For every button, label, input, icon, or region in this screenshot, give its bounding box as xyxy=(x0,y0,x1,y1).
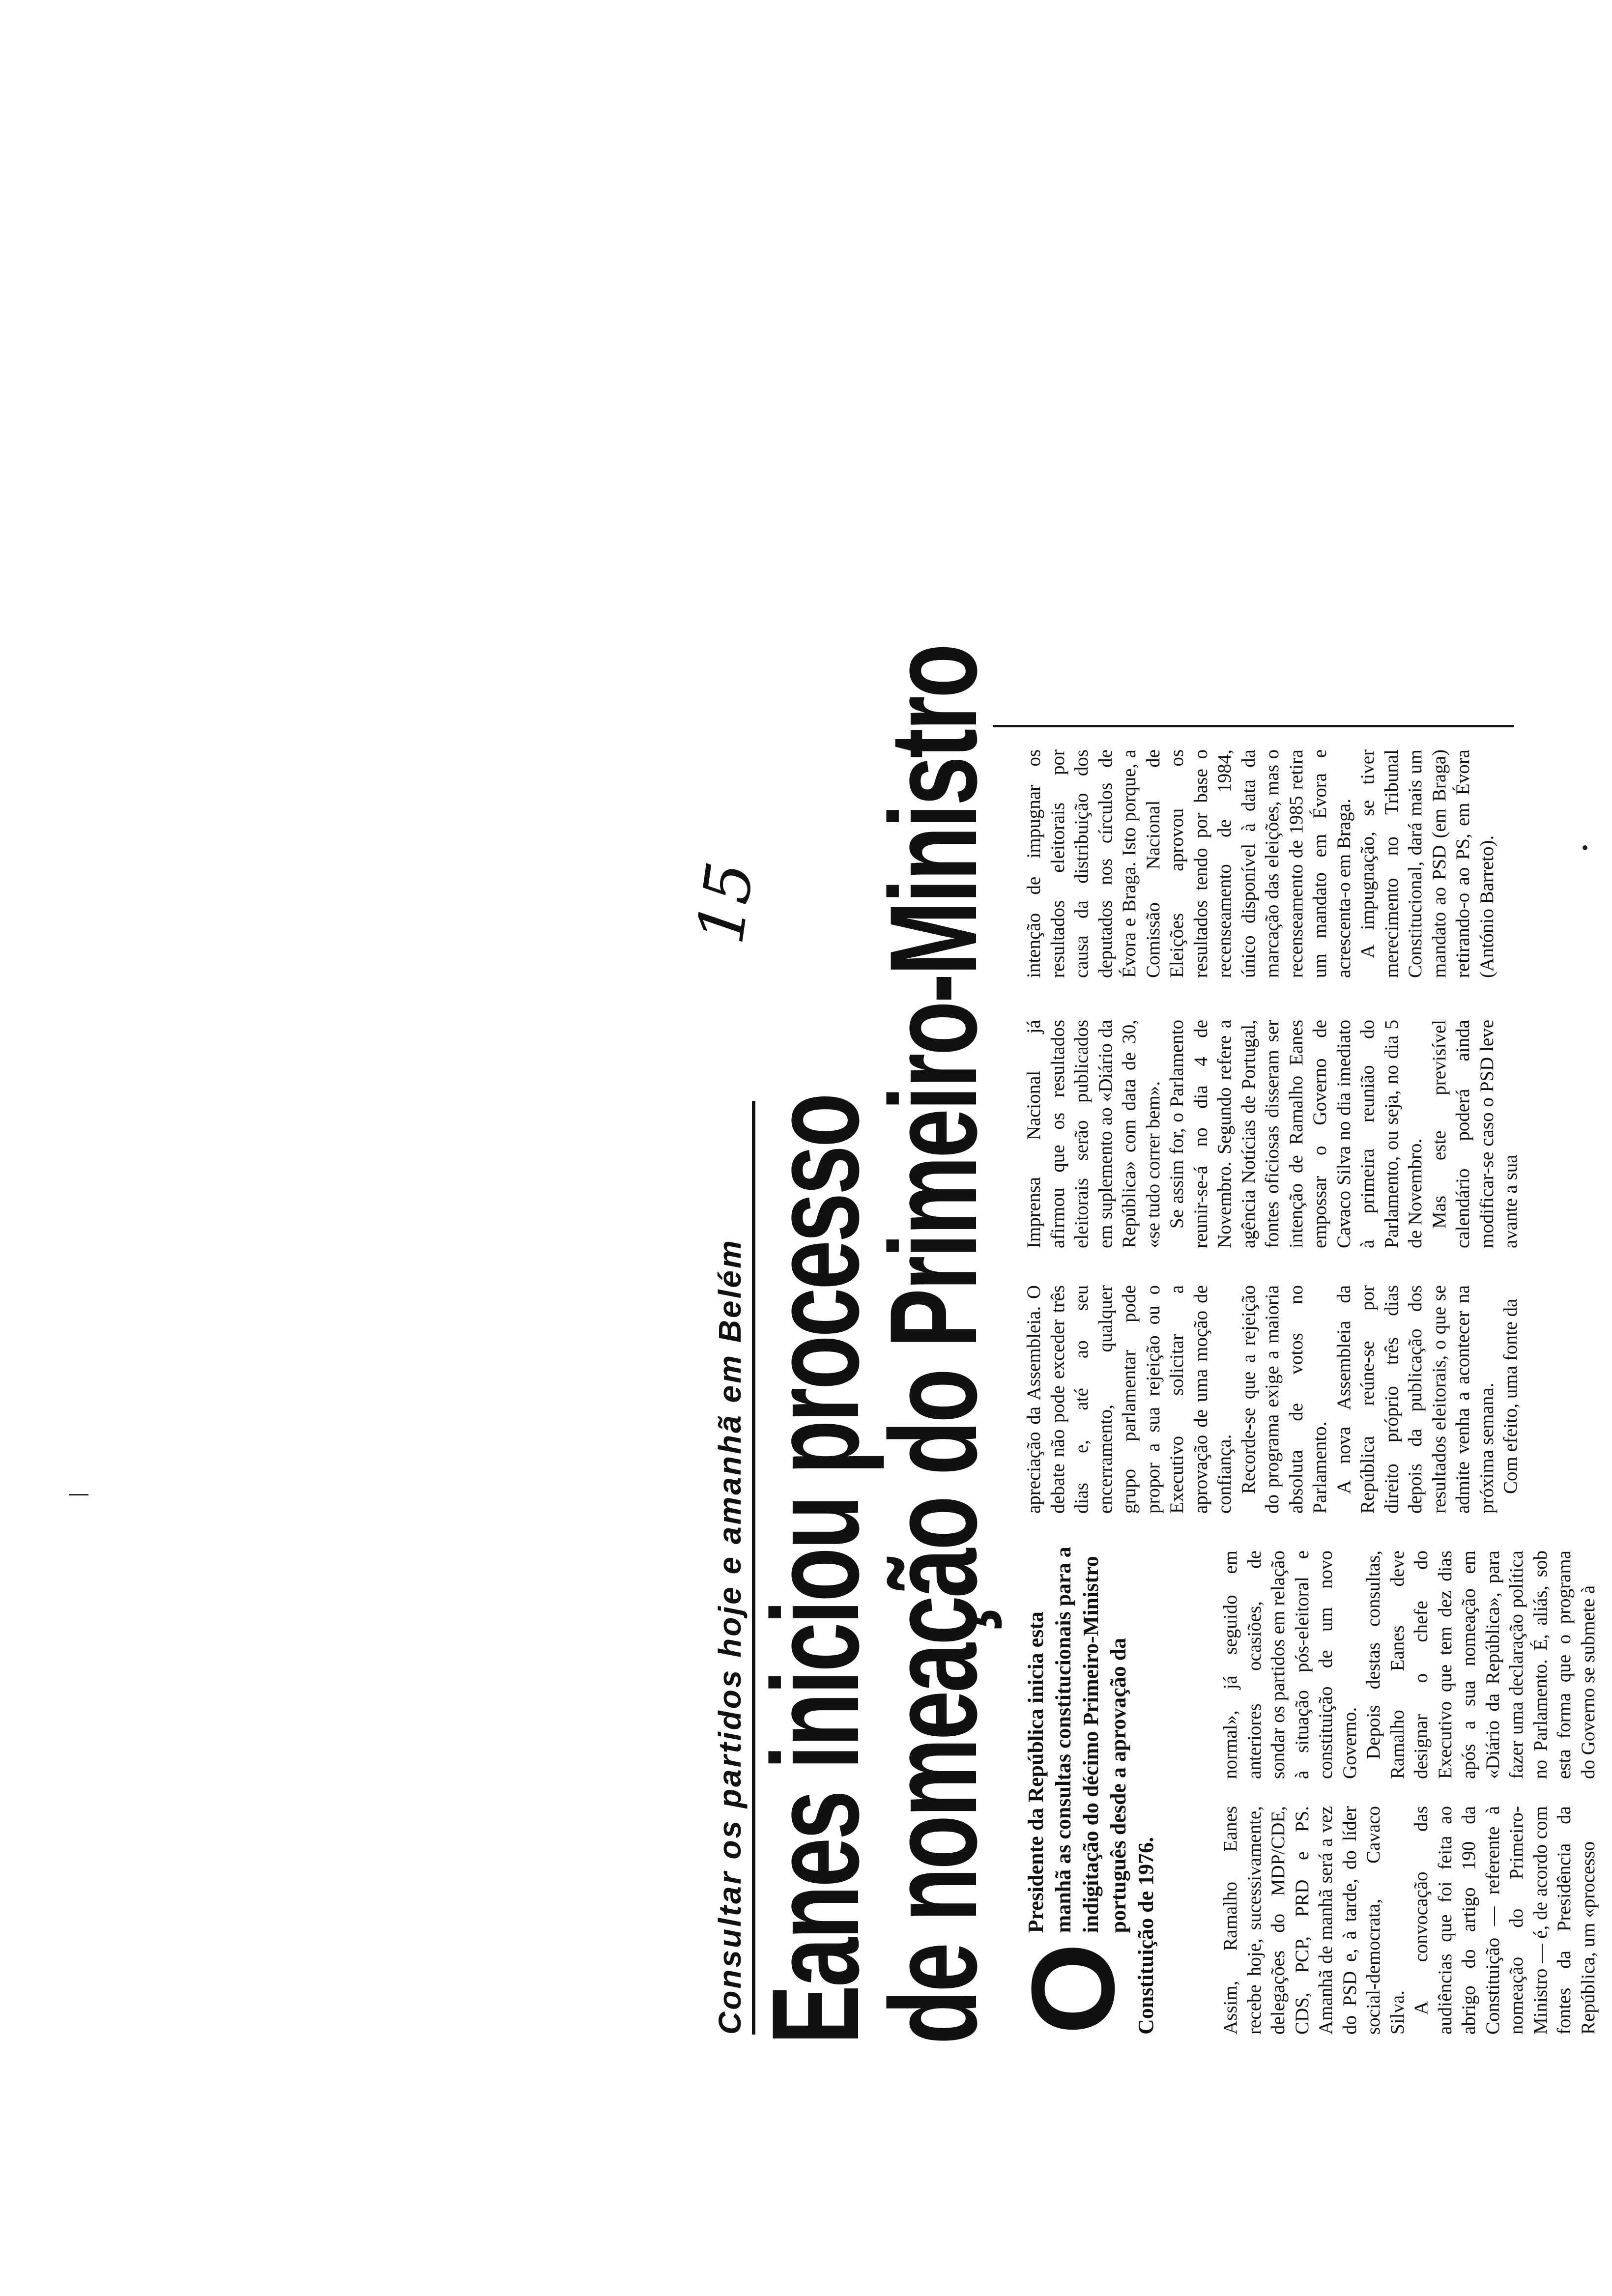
paragraph: Imprensa Nacional já afirmou que os resultados eleitorais serão publicados em suplemento ao «Diário da República» com data de 30, «se tudo correr bem». xyxy=(1023,1020,1164,1248)
column-3 xyxy=(1022,1285,1521,1514)
article-kicker: Consultar os partidos hoje e amanhã em Belém xyxy=(708,1101,755,2035)
article-lead xyxy=(1007,1543,1209,2035)
paragraph: normal», já seguido em anteriores ocasiões, de sondar os partidos em relação à situação pós-eleitoral e constituição de um novo Governo. xyxy=(1220,1550,1360,1779)
newspaper-clipping xyxy=(683,295,1599,2064)
column-1 xyxy=(1219,1806,1599,2035)
paragraph: apreciação da Assembleia. O debate não pode exceder três dias e, até ao seu encerramento, qualquer grupo parlamentar pode propor a sua rejeição ou o Executivo solicitar a aprovação de uma moção de confiança. xyxy=(1023,1285,1235,1514)
paragraph: A nova Assembleia da República reúne-se por direito próprio três dias depois da publicação dos resultados eleitorais, o que se admite venha a acontecer na próxima semana. xyxy=(1333,1285,1497,1514)
paragraph: Depois destas consultas, Ramalho Eanes deve designar o chefe do Executivo que tem dez dias após a sua nomeação em «Diário da República», para fazer uma declaração política no Parlamento. É, aliás, sob esta forma que o programa do Governo se submete à xyxy=(1363,1550,1599,1779)
paragraph: Recorde-se que a rejeição do programa exige a maioria absoluta de votos no Parlamento. xyxy=(1238,1285,1330,1514)
paragraph: A impugnação, se tiver merecimento no Tribunal Constitucional, dará mais um mandato ao PSD (em Braga) retirando-o ao PS, em Évora (António Barreto). xyxy=(1357,749,1497,978)
lead-initial: O xyxy=(1007,1943,1139,2035)
paragraph: Se assim for, o Parlamento reunir-se-á no dia 4 de Novembro. Segundo refere a agência Notícias de Portugal, fontes oficiosas disseram ser intenção de Ramalho Eanes empossar o Governo de Cavaco Silva no dia imediato à primeira reunião do Parlamento, ou seja, no dia 5 de Novembro. xyxy=(1166,1020,1426,1248)
article-body xyxy=(1007,315,1599,2035)
column-2 xyxy=(1219,1550,1599,1779)
scan-speck xyxy=(1583,845,1587,850)
column-4 xyxy=(1022,1020,1521,1248)
paragraph: Mas este previsível calendário poderá ainda modificar-se caso o PSD leve avante a sua xyxy=(1428,1020,1521,1248)
paragraph: A convocação das audiências que foi feita ao abrigo do artigo 190 da Constituição — referente à nomeação do Primeiro-Ministro — é, de acordo com fontes da Presidência da República, um «processo xyxy=(1410,1806,1599,2035)
handwritten-page-mark: 15 xyxy=(683,857,768,948)
column-5 xyxy=(1022,749,1514,978)
paragraph: Assim, Ramalho Eanes recebe hoje, sucessivamente, delegações do MDP/CDE, CDS, PCP, PRD e PS. Amanhã de manhã será a vez do PSD e, à tarde, do líder social-democrata, Cavaco Silva. xyxy=(1220,1806,1408,2035)
scan-speck xyxy=(69,1494,88,1495)
headline-line-2: de nomeação do Primeiro-Ministro xyxy=(864,646,1003,2044)
lead-text: Presidente da República inicia esta manhã as consultas constitucionais para a indigitação do décimo Primeiro-Ministro português desde a aprovação da Constituição de 1976. xyxy=(1024,1547,1158,2035)
column-rule xyxy=(993,725,1514,727)
paragraph: Com efeito, uma fonte da xyxy=(1500,1298,1521,1494)
headline-line-1: Eanes iniciou processo xyxy=(747,1095,885,2044)
paragraph: intenção de impugnar os resultados eleitorais por causa da distribuição dos deputados nos círculos de Évora e Braga. Isto porque, a Comissão Nacional de Eleições aprovou os resultados tendo por base o recenseamento de 1984, único disponível à data da marcação das eleições, mas o recenseamento de 1985 retira um mandato em Évora e acrescenta-o em Braga. xyxy=(1023,749,1354,978)
